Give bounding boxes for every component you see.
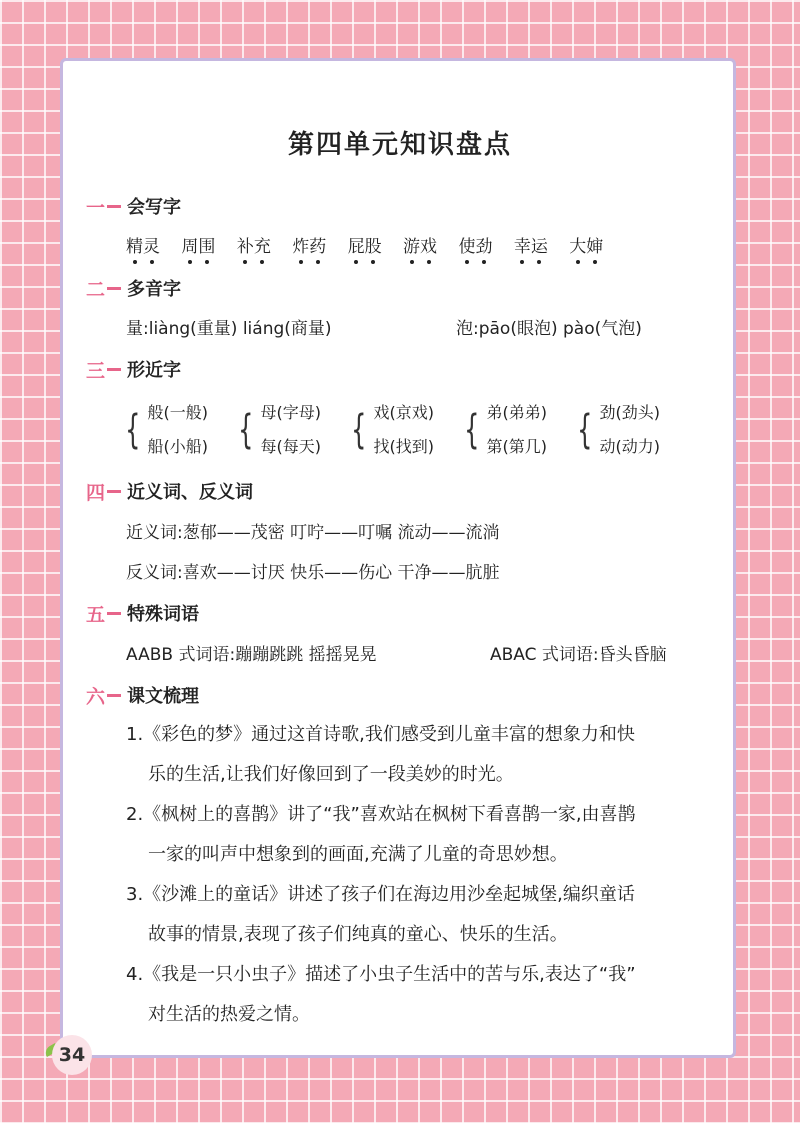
section-number: 六 xyxy=(86,685,106,708)
word: 炸药 xyxy=(292,232,326,257)
summary-item: 3.《沙滩上的童话》讲述了孩子们在海边用沙垒起城堡,编织童话 故事的情景,表现了孩子们纯真的童心、快乐的生活。 xyxy=(126,884,635,945)
similar-char-group: { 般(一般) 船(小船) xyxy=(125,403,208,456)
abac-words: ABAC 式词语:昏头昏脑 xyxy=(490,645,667,665)
word: 补充 xyxy=(237,232,271,257)
similar-char-group: { 母(字母) 每(每天) xyxy=(238,403,321,456)
section-title: 特殊词语 xyxy=(127,604,200,625)
section-heading xyxy=(86,356,181,382)
word: 游戏 xyxy=(403,232,437,257)
summary-item: 4.《我是一只小虫子》描述了小虫子生活中的苦与乐,表达了“我” 对生活的热爱之情。 xyxy=(126,964,636,1025)
similar-char-group: { 戏(京戏) 找(找到) xyxy=(351,403,434,456)
word: 精灵 xyxy=(126,232,160,257)
section-title: 近义词、反义词 xyxy=(127,482,254,503)
section-title: 多音字 xyxy=(127,279,182,300)
summary-item: 1.《彩色的梦》通过这首诗歌,我们感受到儿童丰富的想象力和快 乐的生活,让我们好像回到了一段美妙的时光。 xyxy=(126,724,635,785)
word: 周围 xyxy=(181,232,215,257)
word: 幸运 xyxy=(514,232,548,257)
word: 大婶 xyxy=(569,232,603,257)
section-number: 五 xyxy=(86,603,106,626)
section-heading xyxy=(86,682,199,708)
similar-char-group: { 劲(劲头) 动(动力) xyxy=(577,403,660,456)
similar-char-group: { 弟(弟弟) 第(第几) xyxy=(464,403,547,456)
polyphonic-pao: 泡:pāo(眼泡) pào(气泡) xyxy=(456,319,642,339)
section-number: 四 xyxy=(86,481,106,504)
section-title: 课文梳理 xyxy=(127,686,200,707)
word: 使劲 xyxy=(458,232,492,257)
section-heading xyxy=(86,600,199,626)
brace-icon: { xyxy=(238,407,254,453)
synonyms-line: 近义词:葱郁——茂密 叮咛——叮嘱 流动——流淌 xyxy=(126,523,500,543)
section-heading xyxy=(86,478,253,504)
section-heading xyxy=(86,193,181,219)
section-title: 形近字 xyxy=(127,360,182,381)
brace-icon: { xyxy=(125,407,141,453)
antonyms-line: 反义词:喜欢——讨厌 快乐——伤心 干净——肮脏 xyxy=(126,563,500,583)
write-words-row xyxy=(126,232,619,257)
page-number: 34 xyxy=(52,1035,92,1075)
page-title: 第四单元知识盘点 xyxy=(287,130,512,160)
summary-item: 2.《枫树上的喜鹊》讲了“我”喜欢站在枫树下看喜鹊一家,由喜鹊 一家的叫声中想象到的画面,充满了儿童的奇思妙想。 xyxy=(126,804,636,865)
section-heading xyxy=(86,275,181,301)
section-number: 一 xyxy=(86,196,106,219)
section-title: 会写字 xyxy=(127,197,182,218)
aabb-words: AABB 式词语:蹦蹦跳跳 摇摇晃晃 xyxy=(126,645,377,665)
section-number: 二 xyxy=(86,278,106,301)
brace-icon: { xyxy=(464,407,480,453)
polyphonic-liang: 量:liàng(重量) liáng(商量) xyxy=(126,319,332,339)
brace-icon: { xyxy=(351,407,367,453)
brace-icon: { xyxy=(577,407,593,453)
word: 屁股 xyxy=(348,232,382,257)
section-number: 三 xyxy=(86,359,106,382)
